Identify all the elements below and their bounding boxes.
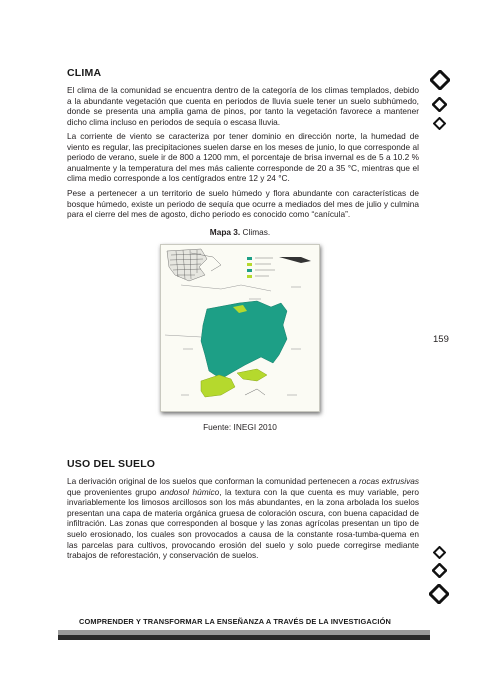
map-caption-label: Mapa 3.: [209, 227, 241, 237]
uso-suelo-paragraph: [67, 476, 419, 561]
clima-paragraph-3: Pese a pertenecer a un territorio de suelo húmedo y flora abundante con características de bosque húmedo, existe un periodo de sequía que ocurre a mediados del mes de julio y culmina para el cierre del mes de agosto, dicho periodo es conocido como “canícula”.: [67, 188, 419, 220]
clima-paragraph-1: El clima de la comunidad se encuentra dentro de la categoría de los climas templados, debido a la abundante vegetación que cuenta en periodos de lluvia suele tener un suelo subhúmedo, donde se presenta una amplia gama de pinos, por tanto la vegetación favorece a mantener dicho clima incluso en periodos de sequía o escasa lluvia.: [67, 85, 419, 127]
section-heading-uso-suelo: USO DEL SUELO: [67, 458, 156, 470]
diamond-ornament-icon: [432, 563, 447, 578]
map-caption: [0, 227, 480, 237]
climate-map: [160, 244, 320, 412]
uso-suelo-term-rocas: rocas extrusivas: [359, 476, 419, 486]
map-source: Fuente: INEGI 2010: [203, 422, 277, 432]
uso-suelo-term-andosol: andosol húmico: [159, 486, 220, 497]
diamond-ornament-icon: [432, 97, 447, 112]
diamond-ornament-icon: [430, 70, 450, 90]
uso-suelo-text-b: que provenientes grupo: [67, 486, 160, 497]
teal-climate-zone: [201, 301, 287, 379]
town-grid: [167, 249, 221, 281]
map-legend: [247, 257, 311, 278]
uso-suelo-text-c: , la textura con la que cuenta es muy variable, pero invariablemente los limosos arcillosos son los más abundantes, en la zona arbolada los suelos presentan una capa de materia orgánica gruesa de coloración oscura, con buena capacidad de infiltración. Las zonas que corresponden al bosque y las zonas agrícolas presentan un tipo de suelo erosionado, los cuales son provocados a causa de la constante rosa-tumba-quema en las parcelas para cultivos, provocando erosión del suelo y solo puede corregirse mediante trabajos de reforestación, y conservación de suelos.: [67, 486, 419, 561]
climate-map-drawing: [161, 245, 321, 413]
diamond-ornament-icon: [429, 584, 449, 604]
footer-bar-dark: [58, 635, 430, 640]
map-caption-text: Climas.: [240, 227, 271, 237]
section-heading-clima: CLIMA: [67, 67, 102, 79]
diamond-ornament-icon: [433, 117, 446, 130]
footer-title: COMPRENDER Y TRANSFORMAR LA ENSEÑANZA A TRAVÉS DE LA INVESTIGACIÓN: [79, 617, 391, 626]
diamond-ornament-icon: [433, 546, 446, 559]
page-number: 159: [433, 334, 449, 345]
clima-paragraph-2: La corriente de viento se caracteriza por tener dominio en dirección norte, la humedad de viento es regular, las precipitaciones suelen darse en los meses de junio, lo que corresponde al periodo de verano, suele ir de 800 a 1200 mm, el porcentaje de brisa invernal es de 5 a 10.2 % anualmente y la temperatura del mes más caliente corresponde de 20 a 35 °C, mientras que el clima medio corresponde a los centígrados entre 12 y 24 °C.: [67, 131, 419, 184]
uso-suelo-text-a: La derivación original de los suelos que conforman la comunidad pertenecen a: [67, 476, 360, 486]
lime-climate-zone: [201, 375, 235, 397]
